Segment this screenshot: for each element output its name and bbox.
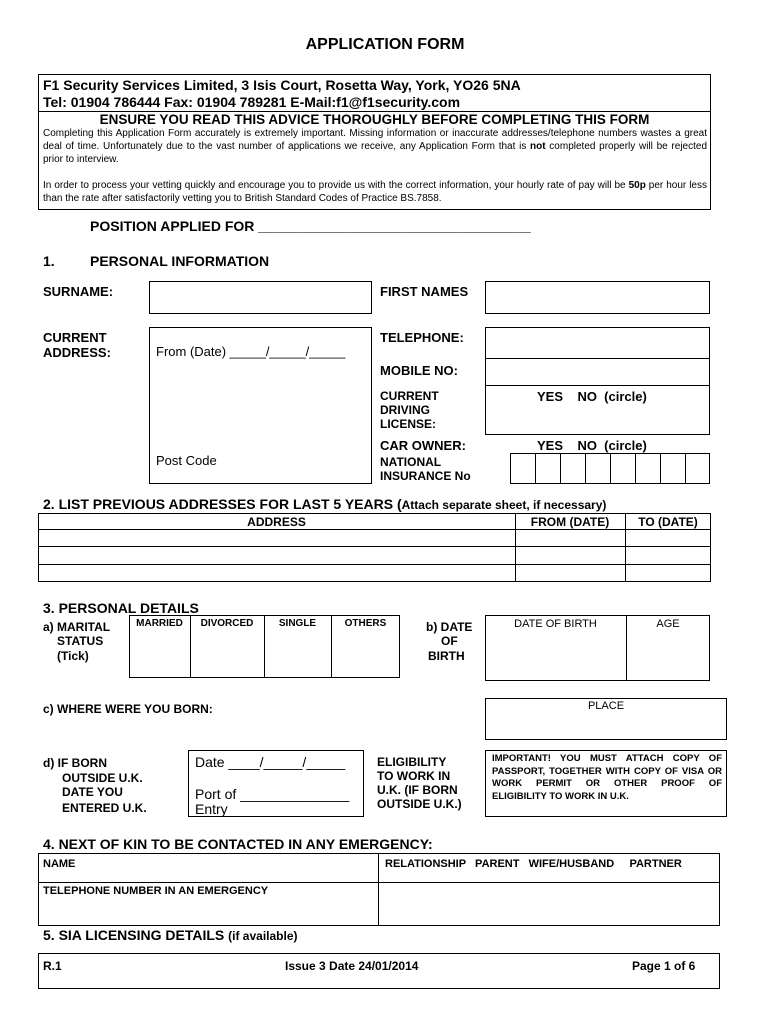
section5-title: 5. SIA LICENSING DETAILS (if available) <box>43 927 298 943</box>
first-names-label: FIRST NAMES <box>380 284 469 299</box>
license-label-3: LICENSE: <box>380 417 437 431</box>
marital-label-3: (Tick) <box>57 649 89 663</box>
surname-label: SURNAME: <box>43 284 114 299</box>
ni-label-1: NATIONAL <box>380 455 442 469</box>
outside-label-3: DATE YOU <box>62 785 123 799</box>
grid-line <box>485 385 710 386</box>
car-owner-label: CAR OWNER: <box>380 438 466 453</box>
section3-title: 3. PERSONAL DETAILS <box>43 600 199 616</box>
entry-date-text: Date ____/_____/_____ <box>195 754 346 770</box>
license-yes-no[interactable]: YES NO (circle) <box>537 389 647 404</box>
born-label: c) WHERE WERE YOU BORN: <box>43 702 213 716</box>
mobile-label: MOBILE NO: <box>380 363 458 378</box>
prev-address-row-2[interactable] <box>39 547 514 564</box>
age-column-label: AGE <box>656 618 680 630</box>
advice-paragraph-2: In order to process your vetting quickly and encourage you to provide us with the correct information, your hourly rate of pay will be 50p per hour less than the rate after satisfactorily vetting you to British Standard Codes of Practice BS.7858. <box>43 180 707 204</box>
telephone-label: TELEPHONE: <box>380 330 464 345</box>
kin-telephone-input[interactable] <box>379 883 719 925</box>
prev-address-row-3[interactable] <box>39 565 514 581</box>
advice-paragraph-1: Completing this Application Form accurately is extremely important. Missing information or inaccurate addresses/telephone numbers wastes a great deal of time. Unfortunately due to the vast number of applications we receive, any Application Form that is not completed properly will be rejected prior to interview. <box>43 128 708 165</box>
license-label-2: DRIVING <box>380 403 431 417</box>
kin-name-label: NAME <box>43 858 76 870</box>
dob-label-1: b) DATE <box>426 620 473 634</box>
from-date-text: From (Date) _____/_____/_____ <box>156 344 346 359</box>
ni-divider <box>685 453 686 484</box>
section1-title: PERSONAL INFORMATION <box>90 253 270 269</box>
col-to-date: TO (DATE) <box>638 515 698 529</box>
car-owner-yes-no[interactable]: YES NO (circle) <box>537 438 647 453</box>
telephone-input[interactable] <box>486 328 709 358</box>
marital-label-2: STATUS <box>57 634 104 648</box>
ni-divider <box>660 453 661 484</box>
footer-ref: R.1 <box>43 959 62 973</box>
option-divorced[interactable]: DIVORCED <box>200 618 254 629</box>
prev-address-row-1[interactable] <box>39 530 514 546</box>
dob-label-2: OF <box>441 634 458 648</box>
ni-divider <box>585 453 586 484</box>
kin-relationship-label[interactable]: RELATIONSHIP PARENT WIFE/HUSBAND PARTNER <box>385 858 682 870</box>
mobile-input[interactable] <box>486 359 709 385</box>
marital-label-1: a) MARITAL <box>43 620 111 634</box>
col-address: ADDRESS <box>247 515 306 529</box>
option-others[interactable]: OTHERS <box>344 618 387 629</box>
section1-number: 1. <box>43 253 55 269</box>
outside-label-4: ENTERED U.K. <box>62 801 147 815</box>
eligibility-label-1: ELIGIBILITY <box>377 755 447 769</box>
address-label: ADDRESS: <box>43 345 111 360</box>
position-applied-label: POSITION APPLIED FOR ___________________________________ <box>90 218 531 234</box>
company-contact: Tel: 01904 786444 Fax: 01904 789281 E-Mail:f1@f1security.com <box>43 94 461 110</box>
place-label: PLACE <box>587 700 625 712</box>
company-address: F1 Security Services Limited, 3 Isis Court, Rosetta Way, York, YO26 5NA <box>43 77 521 93</box>
ni-label-2: INSURANCE No <box>380 469 471 483</box>
advice-heading: ENSURE YOU READ THIS ADVICE THOROUGHLY BEFORE COMPLETING THIS FORM <box>99 112 650 127</box>
section2-title: 2. LIST PREVIOUS ADDRESSES FOR LAST 5 YEARS (Attach separate sheet, if necessary) <box>43 496 607 512</box>
eligibility-label-2: TO WORK IN <box>377 769 451 783</box>
first-names-input[interactable] <box>485 281 710 314</box>
outside-label-1: d) IF BORN <box>43 756 107 770</box>
kin-telephone-label: TELEPHONE NUMBER IN AN EMERGENCY <box>43 885 269 897</box>
option-single[interactable]: SINGLE <box>278 618 317 629</box>
port-of-entry-text-2: Entry <box>195 801 228 817</box>
ni-divider <box>635 453 636 484</box>
ni-divider <box>560 453 561 484</box>
current-label: CURRENT <box>43 330 107 345</box>
form-title: APPLICATION FORM <box>305 36 465 53</box>
option-married[interactable]: MARRIED <box>136 618 183 629</box>
license-label-1: CURRENT <box>380 389 439 403</box>
eligibility-label-3: U.K. (IF BORN <box>377 783 458 797</box>
footer-issue: Issue 3 Date 24/01/2014 <box>285 959 419 973</box>
surname-input[interactable] <box>149 281 372 314</box>
dob-label-3: BIRTH <box>428 649 465 663</box>
ni-divider <box>535 453 536 484</box>
ni-divider <box>610 453 611 484</box>
outside-label-2: OUTSIDE U.K. <box>62 771 143 785</box>
post-code-text: Post Code <box>156 453 217 468</box>
col-from-date: FROM (DATE) <box>530 515 610 529</box>
dob-column-label: DATE OF BIRTH <box>514 618 597 630</box>
important-notice: IMPORTANT! YOU MUST ATTACH COPY OF PASSPORT, TOGETHER WITH COPY OF VISA OR WORK PERMIT OR OTHER PROOF OF ELIGIBILITY TO WORK IN U.K. <box>492 753 722 802</box>
port-of-entry-text-1: Port of ______________ <box>195 786 350 802</box>
section4-title: 4. NEXT OF KIN TO BE CONTACTED IN ANY EMERGENCY: <box>43 836 433 852</box>
footer-page: Page 1 of 6 <box>632 959 696 973</box>
eligibility-label-4: OUTSIDE U.K.) <box>377 797 462 811</box>
